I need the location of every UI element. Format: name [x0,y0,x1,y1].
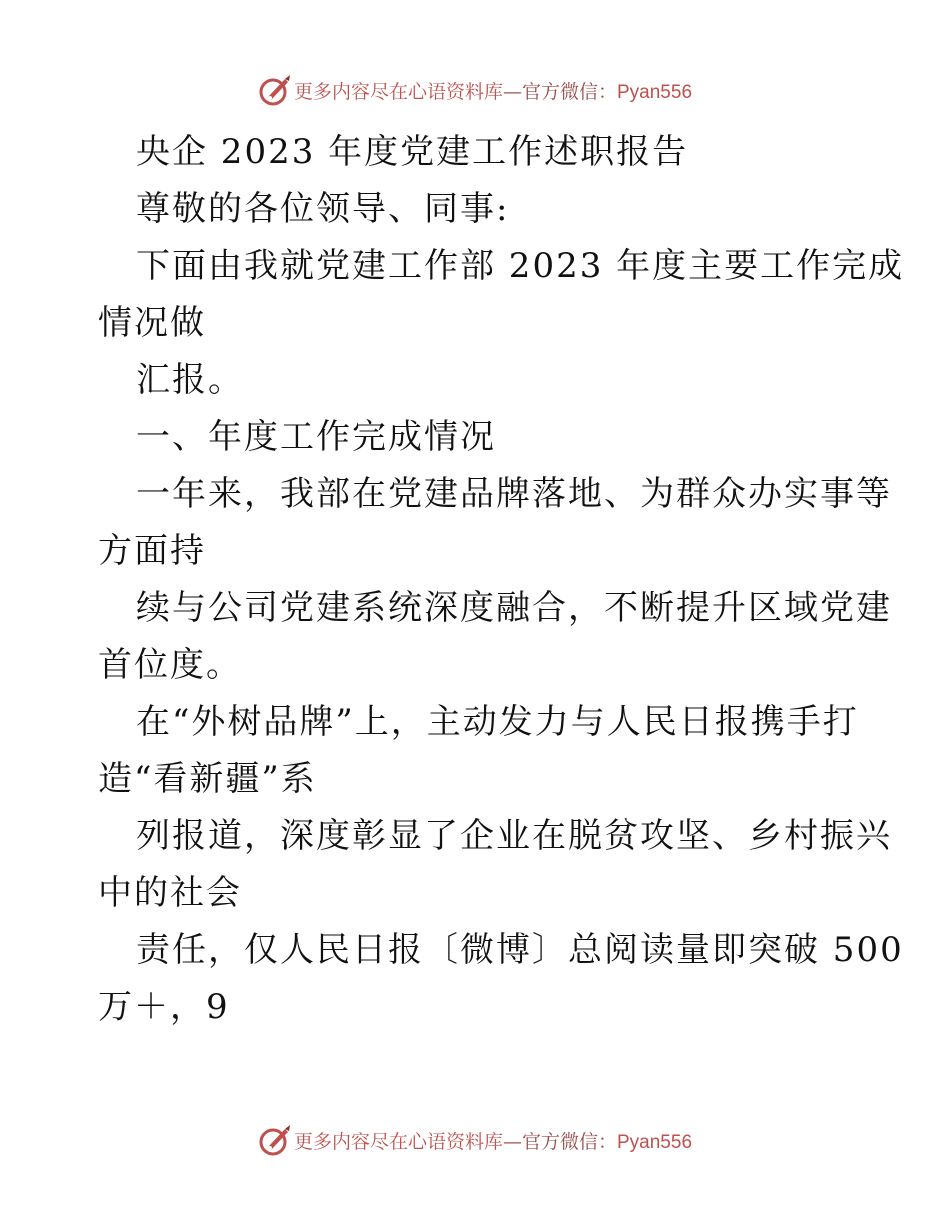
watermark-brand: 更多内容尽在心语资料库 [293,80,503,103]
paragraph-line: 方面持 [98,531,206,571]
watermark-text [294,77,692,104]
paragraph-line: 责任，仅人民日报〔微博〕总阅读量即突破 500 [136,930,904,970]
footer-watermark-banner [0,1120,950,1160]
watermark-dash: — [502,80,522,103]
document-title: 央企 2023 年度党建工作述职报告 [136,132,689,172]
quill-pen-logo-icon [258,1123,292,1157]
quill-pen-logo-icon [258,73,292,107]
document-body [98,124,905,1036]
watermark-handle: Pyan556 [617,1131,693,1153]
watermark-brand: 更多内容尽在心语资料库 [293,1130,503,1153]
paragraph-line: 续与公司党建系统深度融合，不断提升区域党建 [136,588,892,628]
watermark-wechat-label: 官方微信： [521,80,617,103]
paragraph-line: 造“看新疆”系 [98,759,317,799]
paragraph-line: 在“外树品牌”上，主动发力与人民日报携手打 [136,702,859,742]
paragraph-line: 万＋，9 [98,987,230,1027]
paragraph-line: 下面由我就党建工作部 2023 年度主要工作完成 [136,246,905,286]
paragraph-line: 一年来，我部在党建品牌落地、为群众办实事等 [136,474,892,514]
section-heading: 一、年度工作完成情况 [136,417,496,457]
paragraph-line: 中的社会 [98,873,242,913]
header-watermark-banner [0,70,950,110]
paragraph-line: 情况做 [98,303,206,343]
paragraph-line: 首位度。 [98,645,242,685]
watermark-handle: Pyan556 [617,81,693,103]
paragraph-line: 汇报。 [136,360,244,400]
watermark-dash: — [502,1130,522,1153]
paragraph-line: 列报道，深度彰显了企业在脱贫攻坚、乡村振兴 [136,816,892,856]
watermark-wechat-label: 官方微信： [521,1130,617,1153]
watermark-text [294,1127,692,1154]
salutation: 尊敬的各位领导、同事: [136,189,510,229]
